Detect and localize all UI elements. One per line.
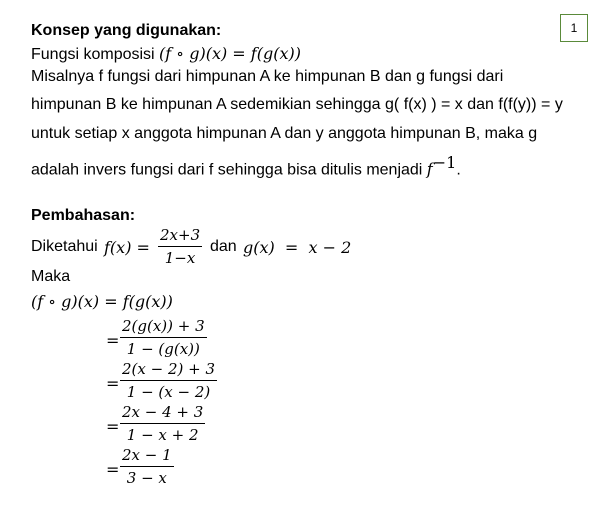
paragraph-line-2: himpunan B ke himpunan A sedemikian sehingga g( f(x) ) = x dan f(f(y)) = y [31, 96, 563, 113]
step-4-equals: = [106, 460, 120, 479]
pembahasan-heading: Pembahasan: [31, 207, 136, 224]
step-1-denominator: 1 − (g(x)) [126, 340, 200, 358]
g-definition: g(x) = x − 2 [243, 238, 352, 257]
step-2-fraction [120, 359, 217, 402]
konsep-heading: Konsep yang digunakan: [31, 22, 222, 39]
composition-start: (f ∘ g)(x) = f(g(x)) [31, 292, 173, 311]
inverse-superscript: −1 [432, 153, 457, 172]
step-3-numerator: 2x − 4 + 3 [122, 403, 204, 421]
step-1-equals: = [106, 331, 120, 350]
fraction-bar [120, 380, 217, 381]
fraction-bar [120, 337, 207, 338]
step-1-numerator: 2(g(x)) + 3 [122, 317, 205, 335]
composition-definition [31, 44, 301, 64]
step-2-equals: = [106, 374, 120, 393]
step-4-fraction [120, 445, 174, 488]
maka-label: Maka [31, 268, 71, 285]
paragraph-line-4-end: . [456, 161, 461, 179]
step-4-denominator: 3 − x [126, 469, 167, 487]
paragraph-line-4 [31, 153, 461, 179]
step-3-fraction [120, 402, 205, 445]
dan-label: dan [210, 238, 237, 255]
fraction-bar [120, 466, 174, 467]
step-3-denominator: 1 − x + 2 [126, 426, 199, 444]
step-2-denominator: 1 − (x − 2) [126, 383, 211, 401]
composition-label: Fungsi komposisi [31, 46, 160, 63]
step-4-numerator: 2x − 1 [122, 446, 172, 464]
paragraph-line-4-text: adalah invers fungsi dari f sehingga bisa ditulis menjadi [31, 161, 427, 179]
step-2-numerator: 2(x − 2) + 3 [122, 360, 216, 378]
paragraph-line-3: untuk setiap x anggota himpunan A dan y anggota himpunan B, maka g [31, 125, 538, 142]
step-1-fraction [120, 316, 207, 359]
paragraph-line-1: Misalnya f fungsi dari himpunan A ke himpunan B dan g fungsi dari [31, 68, 504, 85]
step-3-equals: = [106, 417, 120, 436]
f-denominator: 1−x [164, 249, 196, 267]
composition-formula: (f ∘ g)(x) = f(g(x)) [159, 44, 301, 63]
fraction-bar [120, 423, 205, 424]
f-definition-lhs: f(x) = [104, 238, 150, 257]
inverse-notation: f [426, 159, 433, 179]
f-numerator: 2x+3 [160, 226, 201, 244]
fraction-bar [158, 246, 202, 247]
f-definition-fraction [158, 225, 202, 268]
page-number-badge: 1 [560, 14, 588, 42]
diketahui-label: Diketahui [31, 238, 98, 255]
